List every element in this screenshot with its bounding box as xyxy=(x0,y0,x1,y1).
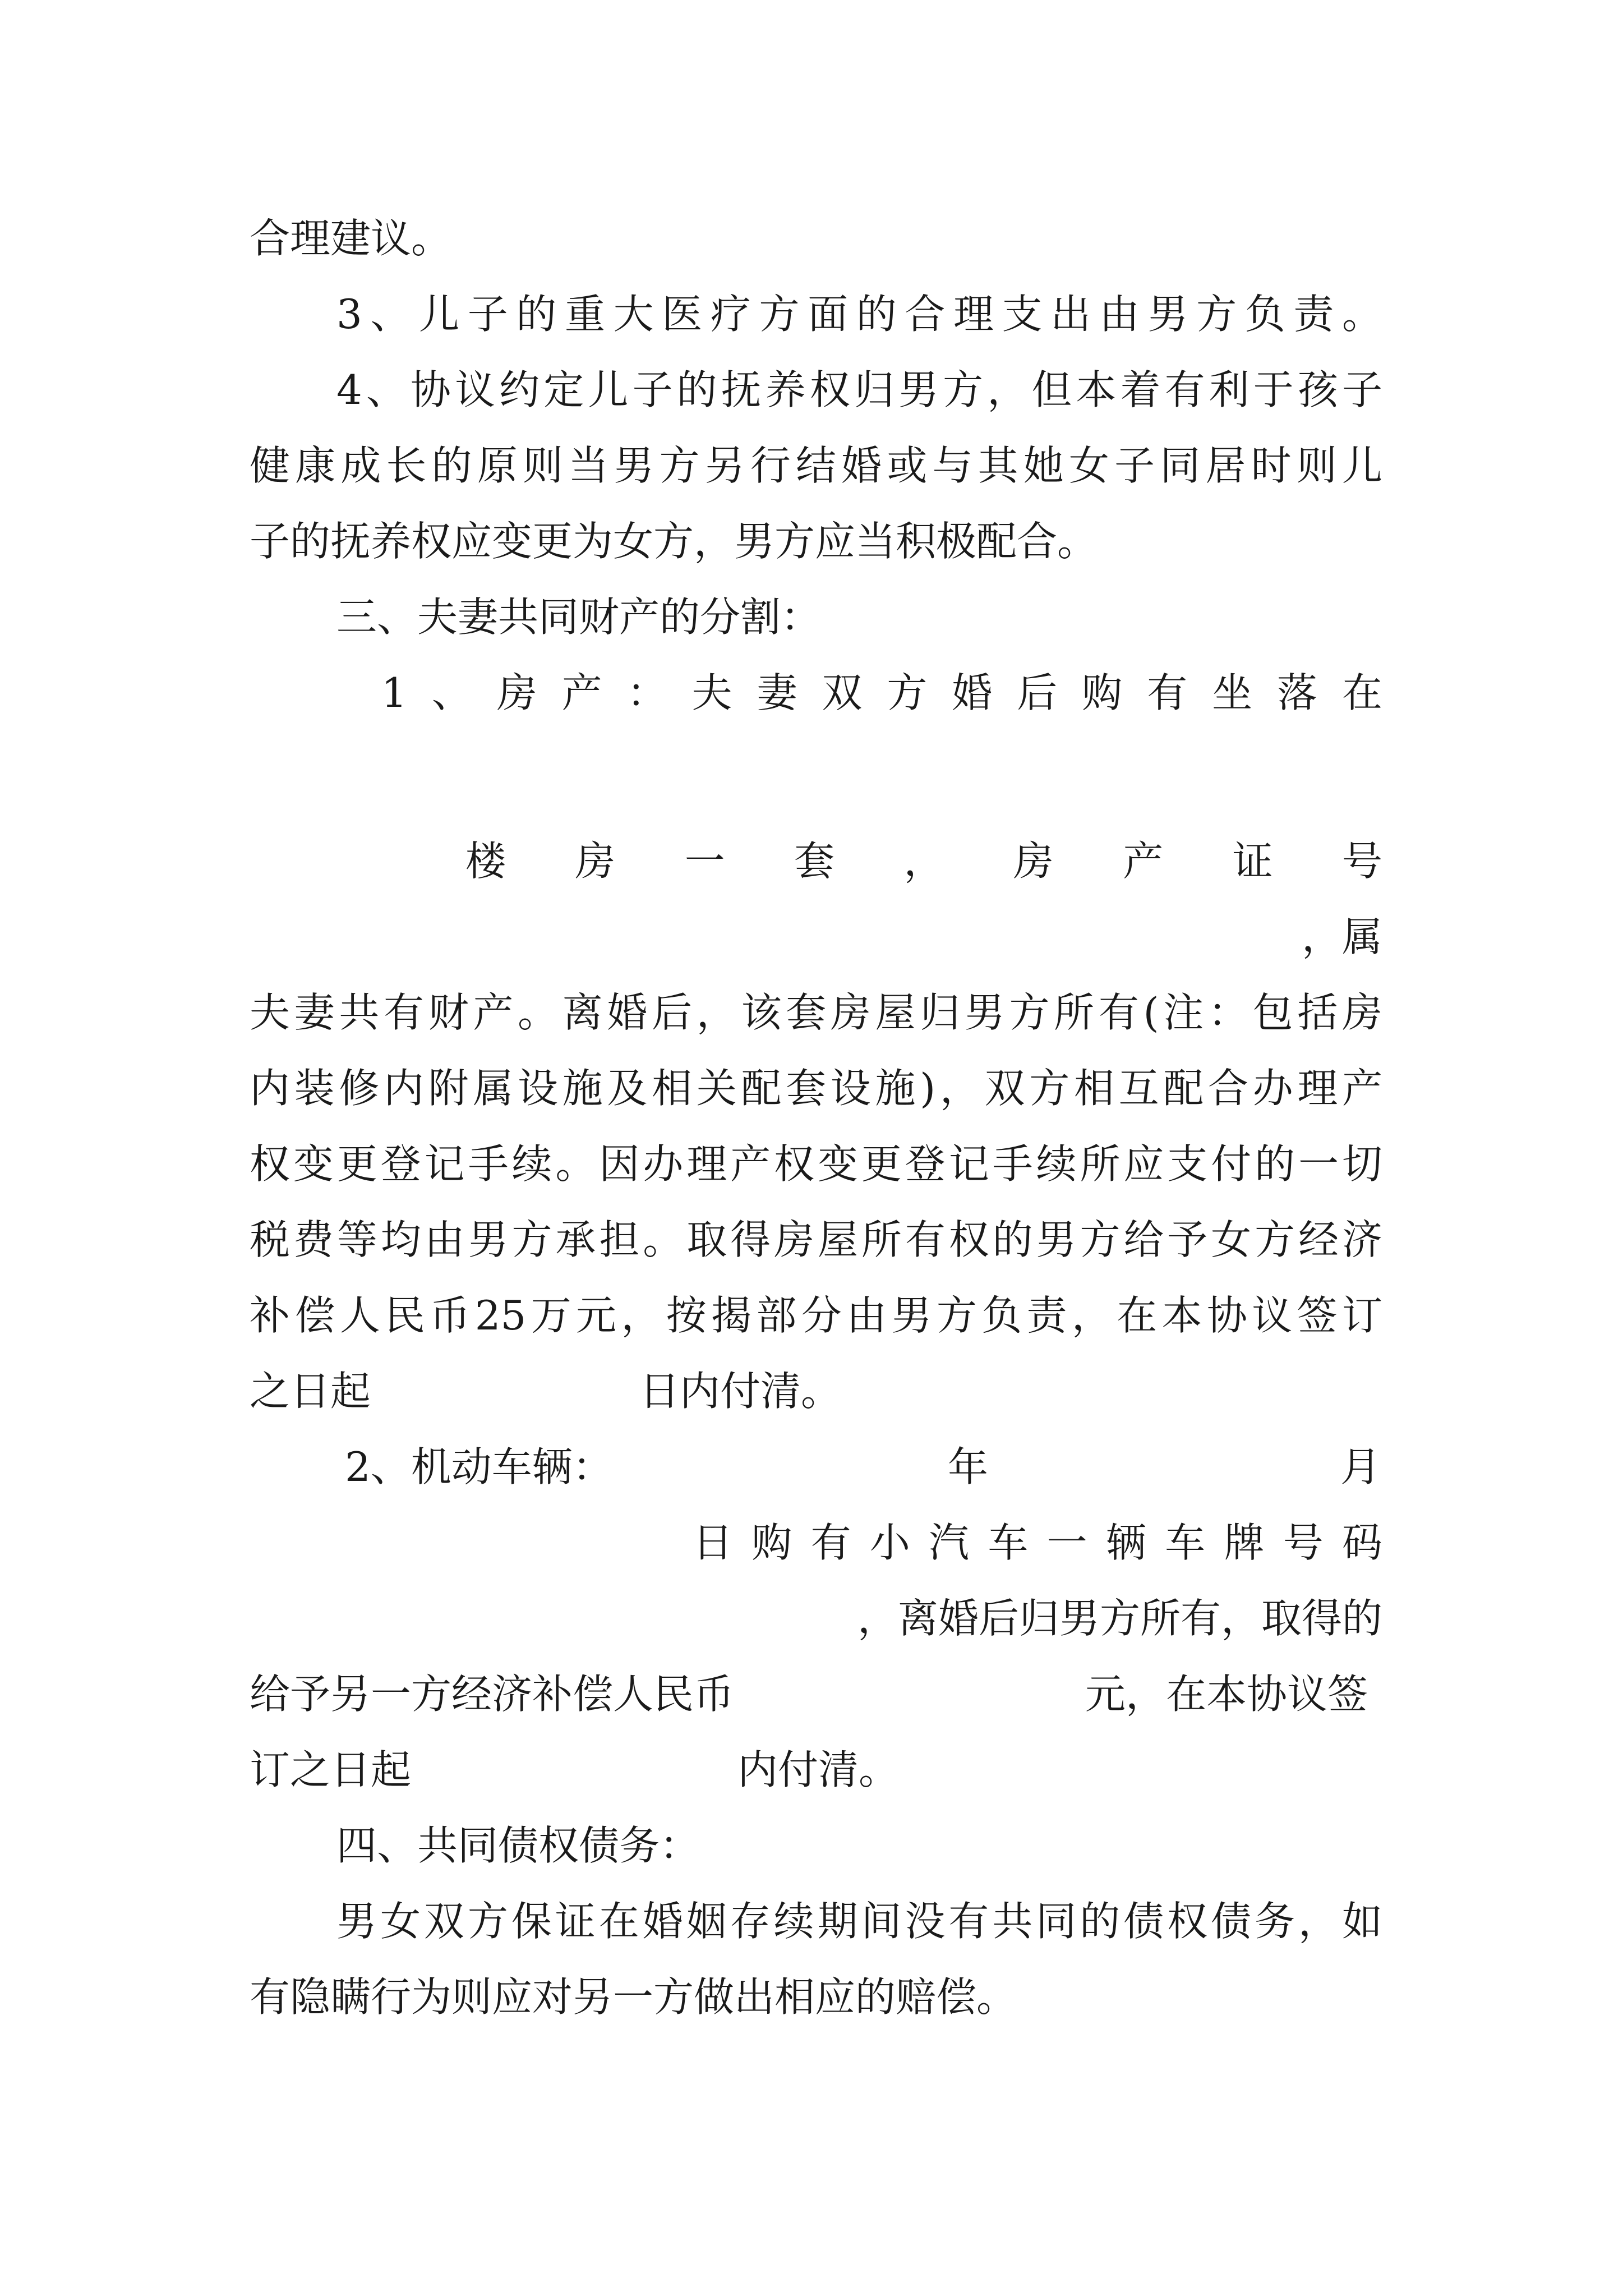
paragraph-line: 1、房产：夫妻双方婚后购有坐落在 xyxy=(381,669,1382,716)
paragraph-line xyxy=(345,1436,1382,1498)
paragraph-line: 补偿人民币25万元，按揭部分由男方负责，在本协议签订 xyxy=(250,1292,1382,1339)
paragraph-line: 内装修内附属设施及相关配套设施)，双方相互配合办理产 xyxy=(250,1065,1382,1112)
section-heading: 三、夫妻共同财产的分割： xyxy=(336,593,822,641)
paragraph-line xyxy=(250,1739,1382,1801)
paragraph-line xyxy=(250,1360,1382,1422)
text-segment: 月 xyxy=(1340,1443,1381,1490)
section-heading: 四、共同债权债务： xyxy=(336,1822,700,1869)
text-segment: 内付清。 xyxy=(737,1746,900,1793)
paragraph-line: 4、协议约定儿子的抚养权归男方，但本着有利于孩子 xyxy=(336,366,1382,413)
text-segment: 日内付清。 xyxy=(639,1368,842,1415)
paragraph-line: 税费等均由男方承担。取得房屋所有权的男方给予女方经济 xyxy=(250,1216,1382,1263)
text-segment: 订之日起 xyxy=(250,1746,412,1793)
paragraph-line: ，离婚后归男方所有，取得的 xyxy=(857,1595,1382,1642)
paragraph-line: 夫妻共有财产。离婚后，该套房屋归男方所有(注：包括房 xyxy=(250,989,1382,1036)
text-segment: 给予另一方经济补偿人民币 xyxy=(250,1671,735,1718)
paragraph-line: 健康成长的原则当男方另行结婚或与其她女子同居时则儿 xyxy=(250,442,1382,489)
text-segment: 之日起 xyxy=(250,1368,371,1415)
text-segment: 元，在本协议签 xyxy=(1085,1671,1368,1718)
paragraph-line: 合理建议。 xyxy=(250,215,452,262)
paragraph-line: 楼房一套，房产证号 xyxy=(465,838,1382,885)
paragraph-line: 有隐瞒行为则应对另一方做出相应的赔偿。 xyxy=(250,1973,1017,2021)
paragraph-line xyxy=(250,1663,1382,1725)
paragraph-line: 男女双方保证在婚姻存续期间没有共同的债权债务，如 xyxy=(336,1898,1382,1945)
text-segment: 2、机动车辆： xyxy=(345,1443,613,1490)
paragraph-line: ，属 xyxy=(1301,913,1382,960)
paragraph-line: 日购有小汽车一辆车牌号码 xyxy=(693,1519,1382,1566)
paragraph-line: 权变更登记手续。因办理产权变更登记手续所应支付的一切 xyxy=(250,1140,1382,1188)
paragraph-line: 子的抚养权应变更为女方，男方应当积极配合。 xyxy=(250,518,1098,565)
text-segment: 年 xyxy=(948,1443,989,1490)
paragraph-line: 3、儿子的重大医疗方面的合理支出由男方负责。 xyxy=(336,291,1382,338)
